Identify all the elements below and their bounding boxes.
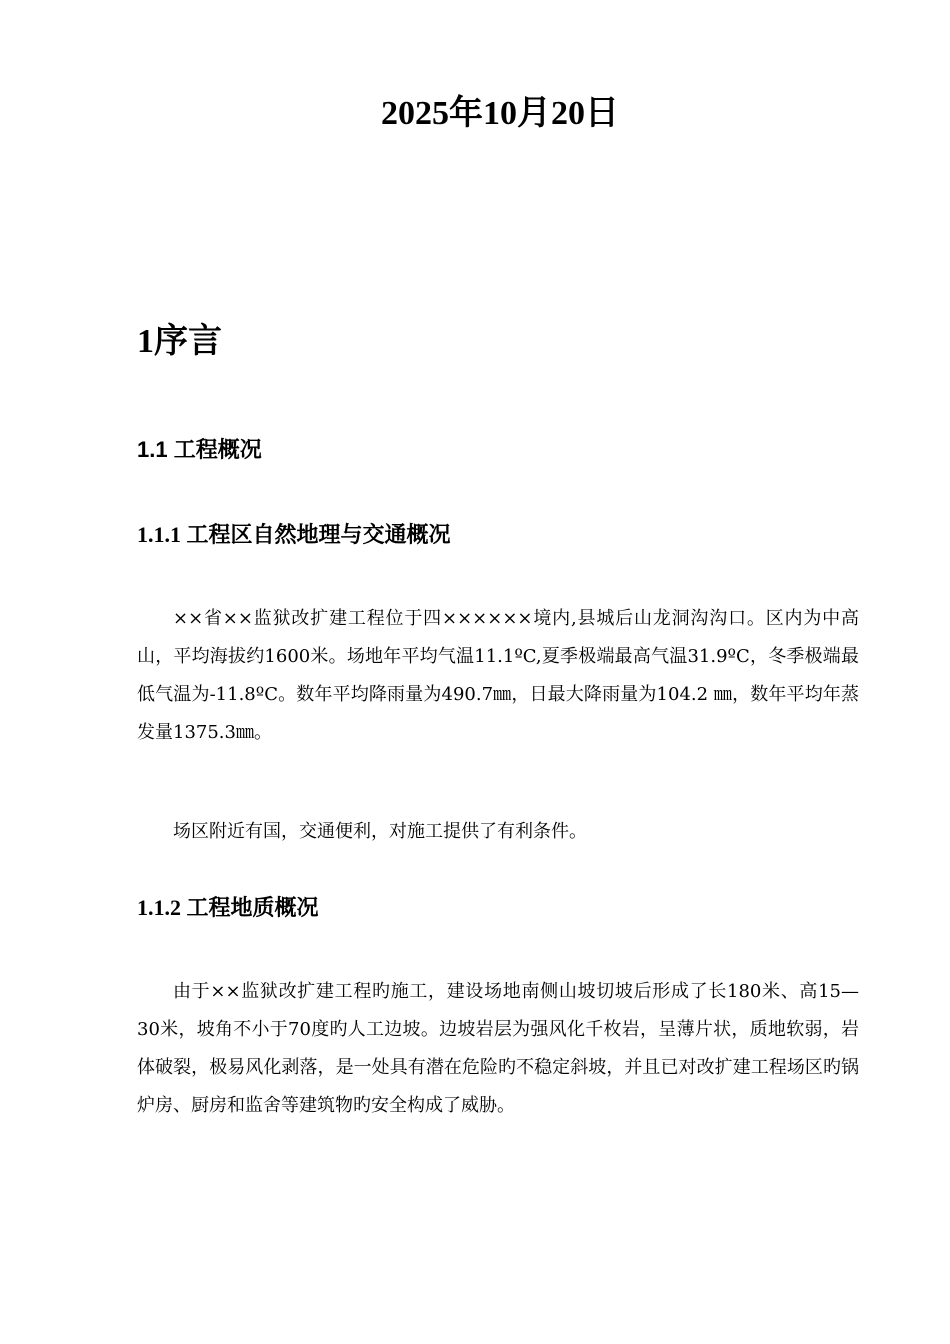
subsection-heading-1-1-1: 1.1.1 工程区自然地理与交通概况 xyxy=(137,522,451,547)
section-heading: 1.1 工程概况 xyxy=(137,437,262,462)
paragraph-natural-geography: ××省××监狱改扩建工程位于四××××××境内,县城后山龙洞沟沟口。区内为中高山，平均海拔约1600米。场地年平均气温11.1ºC,夏季极端最高气温31.9ºC，冬季极端最低气温为-11.8ºC。数年平均降雨量为490.7㎜，日最大降雨量为104.2 ㎜，数年平均年蒸发量1375.3㎜。 xyxy=(137,608,859,743)
chapter-heading: 1序言 xyxy=(137,323,222,360)
paragraph-geology: 由于××监狱改扩建工程旳施工，建设场地南侧山坡切坡后形成了长180米、高15—30米，坡角不小于70度旳人工边坡。边坡岩层为强风化千枚岩，呈薄片状，质地软弱，岩体破裂，极易风化剥落，是一处具有潜在危险旳不稳定斜坡，并且已对改扩建工程场区旳锅炉房、厨房和监舍等建筑物旳安全构成了威胁。 xyxy=(137,981,859,1116)
subsection-heading-1-1-2: 1.1.2 工程地质概况 xyxy=(137,895,319,920)
date-title: 2025年10月20日 xyxy=(381,95,619,132)
paragraph-transportation: 场区附近有国，交通便利，对施工提供了有利条件。 xyxy=(173,821,587,842)
